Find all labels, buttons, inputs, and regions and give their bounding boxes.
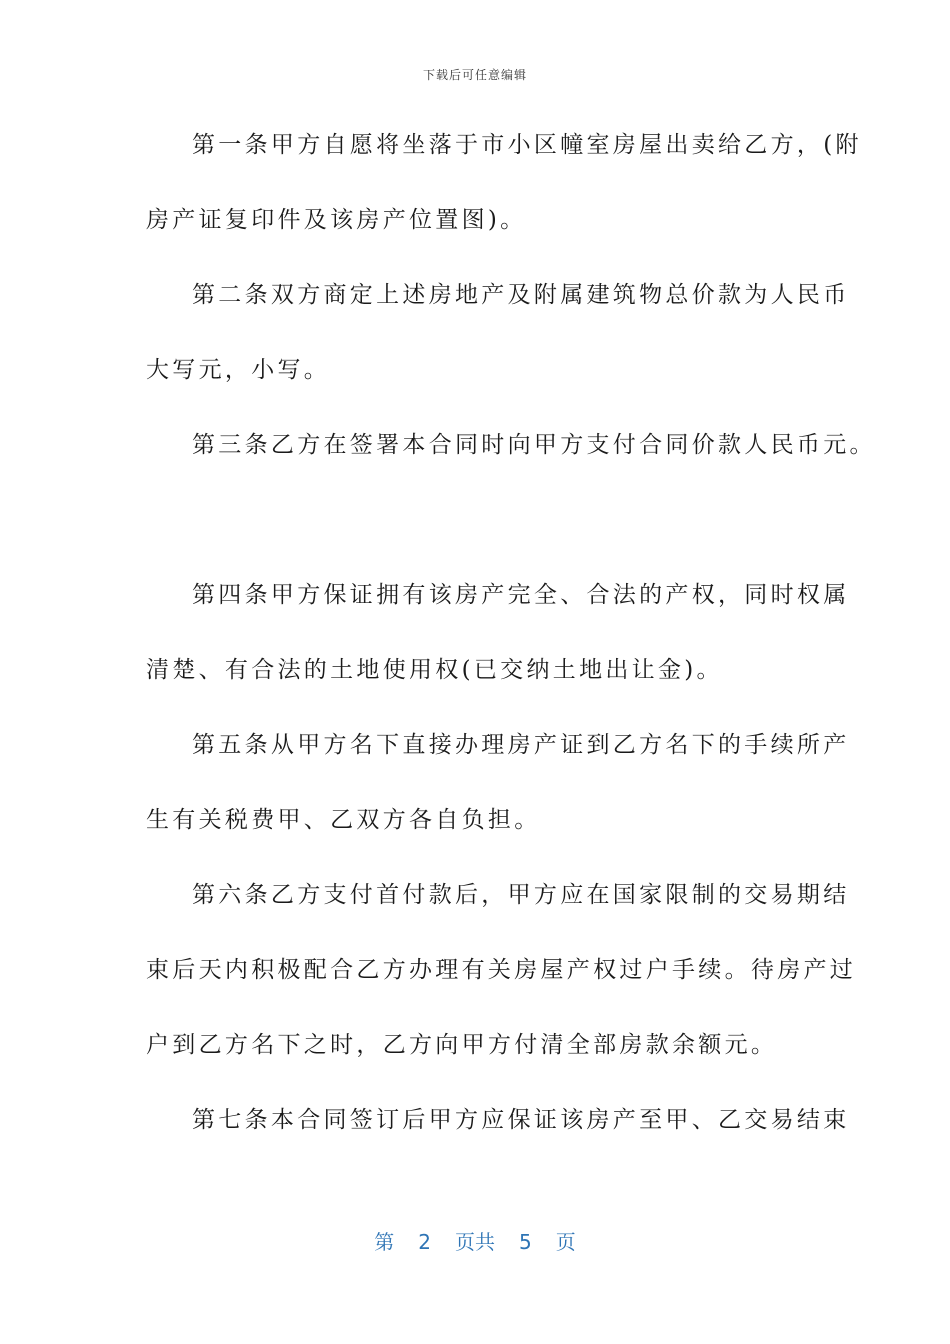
paragraph-line: 生有关税费甲、乙双方各自负担。 xyxy=(146,807,541,833)
paragraph-line: 第七条本合同签订后甲方应保证该房产至甲、乙交易结束 xyxy=(192,1107,850,1133)
paragraph-line: 房产证复印件及该房产位置图)。 xyxy=(146,207,527,233)
paragraph-line: 第六条乙方支付首付款后，甲方应在国家限制的交易期结 xyxy=(192,882,850,908)
paragraph-line: 大写元，小写。 xyxy=(146,357,331,383)
paragraph-line: 第三条乙方在签署本合同时向甲方支付合同价款人民币元。 xyxy=(192,432,876,458)
paragraph-line: 清楚、有合法的土地使用权(已交纳土地出让金)。 xyxy=(146,657,723,683)
footer-prefix: 第 xyxy=(374,1230,395,1254)
paragraph-line: 第四条甲方保证拥有该房产完全、合法的产权，同时权属 xyxy=(192,582,850,608)
paragraph-line: 第二条双方商定上述房地产及附属建筑物总价款为人民币 xyxy=(192,282,850,308)
header-note: 下载后可任意编辑 xyxy=(422,68,527,82)
footer-suffix: 页 xyxy=(555,1230,576,1254)
paragraph-gap xyxy=(146,497,826,572)
document-body xyxy=(146,122,876,1172)
paragraph-line: 第一条甲方自愿将坐落于市小区幢室房屋出卖给乙方，(附 xyxy=(192,132,862,158)
paragraph-line: 束后天内积极配合乙方办理有关房屋产权过户手续。待房产过 xyxy=(146,957,857,983)
footer-middle: 页共 xyxy=(455,1230,495,1254)
current-page-number: 2 xyxy=(418,1230,431,1254)
page-footer xyxy=(0,1226,950,1255)
paragraph-line: 户到乙方名下之时，乙方向甲方付清全部房款余额元。 xyxy=(146,1032,778,1058)
total-pages-number: 5 xyxy=(519,1230,532,1254)
paragraph-line: 第五条从甲方名下直接办理房产证到乙方名下的手续所产 xyxy=(192,732,850,758)
